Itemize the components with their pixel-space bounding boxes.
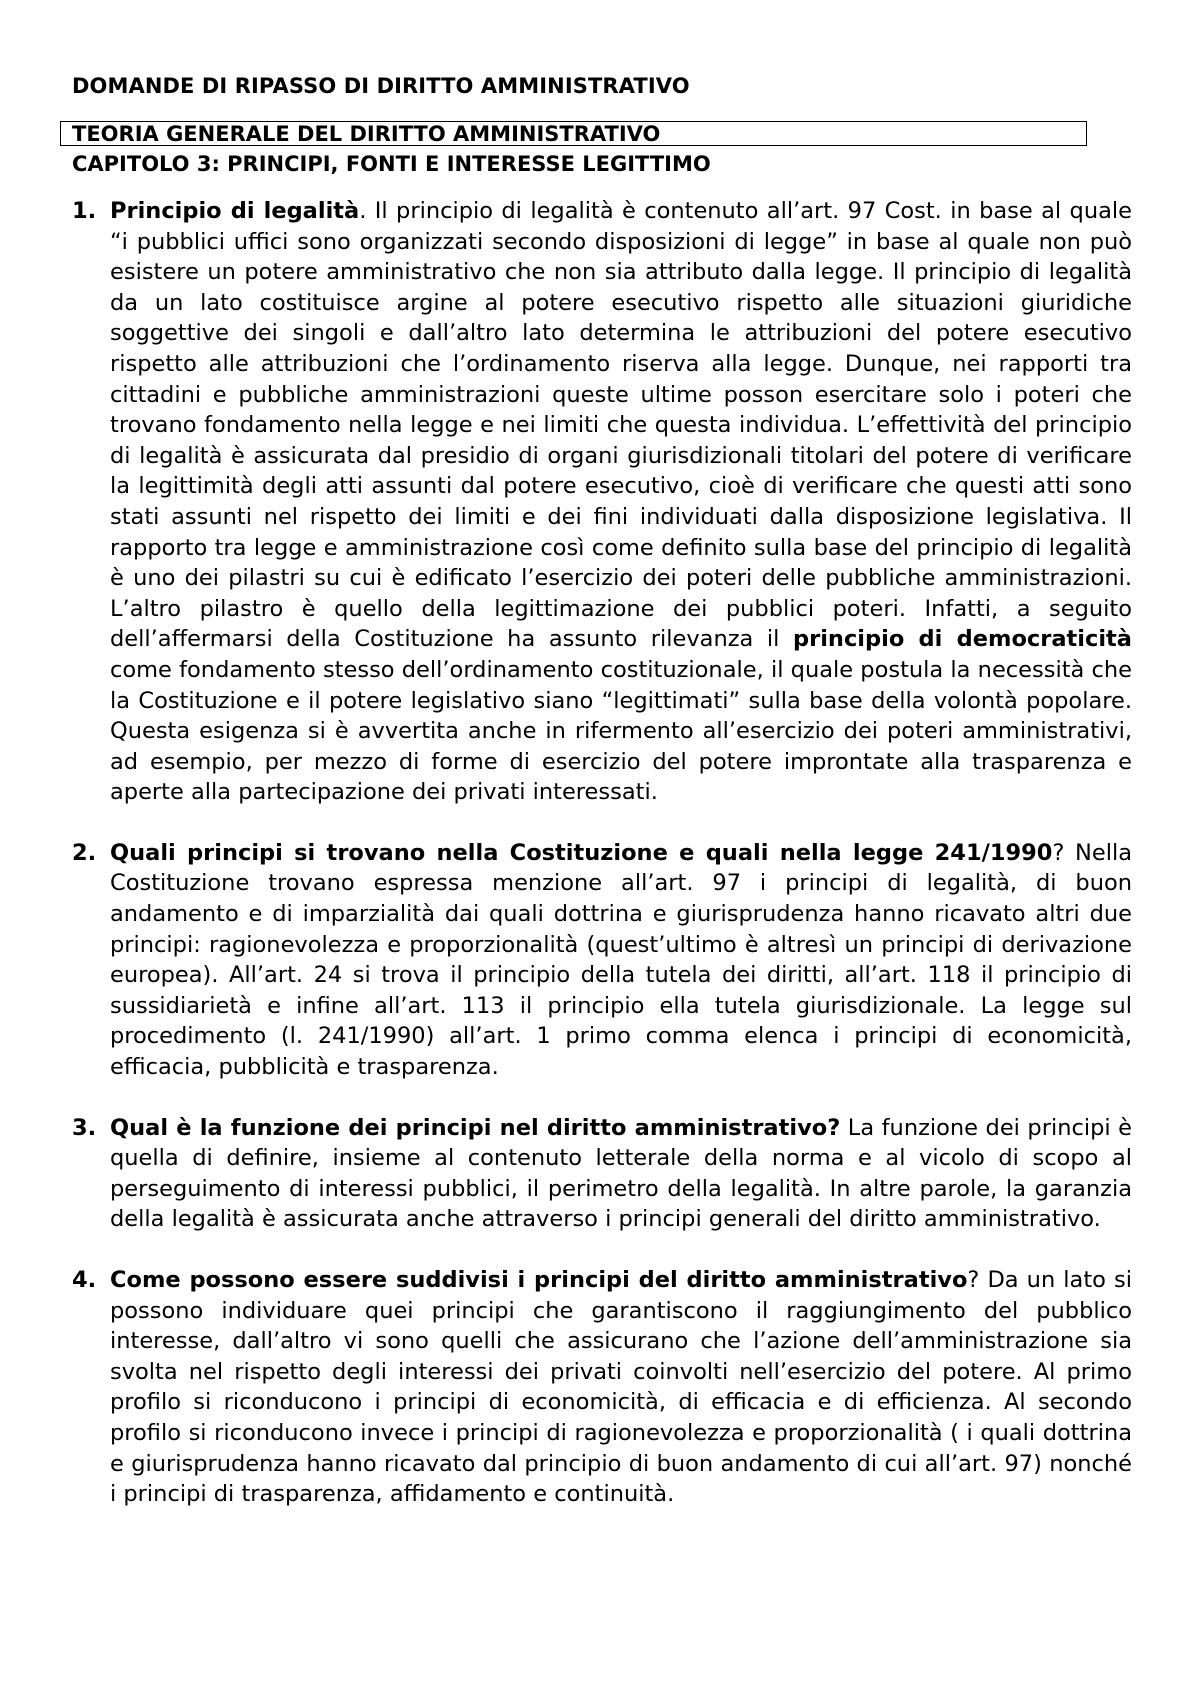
question-heading: Come possono essere suddivisi i principi del diritto amministrativo (110, 1267, 968, 1293)
chapter-title: CAPITOLO 3: PRINCIPI, FONTI E INTERESSE LEGITTIMO (72, 152, 711, 176)
question-body: La funzione dei principi è quella di definire, insieme al contenuto letterale della norma e al vicolo di scopo al perseguimento di interessi pubblici, il perimetro della legalità. In altre parole, la garanzia della legalità è assicurata anche attraverso i principi generali del diritto amministrativo. (110, 1114, 1132, 1233)
question-item-2 (72, 838, 1132, 1083)
question-number: 1. (72, 198, 97, 224)
question-number: 4. (72, 1267, 97, 1293)
question-number: 2. (72, 839, 97, 866)
question-list (72, 196, 1132, 1540)
question-body: ? Nella Costituzione trovano espressa menzione all’art. 97 i principi di legalità, di buon andamento e di imparzialità dai quali dottrina e giurisprudenza hanno ricavato altri due principi: ragionevolezza e proporzionalità (quest’ultimo è altresì un principi di derivazione europea). All’art. 24 si trova il principio della tutela dei diritti, all’art. 118 il principio di sussidiarietà e infine all’art. 113 il principio ella tutela giurisdizionale. La legge sul procedimento (l. 241/1990) all’art. 1 primo comma elenca i principi di economicità, efficacia, pubblicità e trasparenza. (110, 839, 1132, 1081)
question-body: ? Da un lato si possono individuare quei principi che garantiscono il raggiungimento del pubblico interesse, dall’altro vi sono quelli che assicurano che l’azione dell’amministrazione sia svolta nel rispetto degli interessi dei privati coinvolti nell’esercizio del potere. Al primo profilo si riconducono i principi di economicità, di efficacia e di efficienza. Al secondo profilo si riconducono invece i principi di ragionevolezza e proporzionalità ( i quali dottrina e giurisprudenza hanno ricavato dal principio di buon andamento di cui all’art. 97) nonché i principi di trasparenza, affidamento e continuità. (110, 1267, 1132, 1508)
question-item-1 (72, 196, 1132, 808)
question-heading: Qual è la funzione dei principi nel diritto amministrativo? (110, 1114, 841, 1141)
question-heading: Quali principi si trovano nella Costituzione e quali nella legge 241/1990 (110, 839, 1053, 866)
section-title: TEORIA GENERALE DEL DIRITTO AMMINISTRATIVO (72, 122, 661, 146)
question-body: . Il principio di legalità è contenuto all’art. 97 Cost. in base al quale “i pubblici uffici sono organizzati secondo disposizioni di legge” in base al quale non può esistere un potere amministrativo che non sia attributo dalla legge. Il principio di legalità da un lato costituisce argine al potere esecutivo rispetto alle situazioni giuridiche soggettive dei singoli e dall’altro lato determina le attribuzioni del potere esecutivo rispetto alle attribuzioni che l’ordinamento riserva alla legge. Dunque, nei rapporti tra cittadini e pubbliche amministrazioni queste ultime posson esercitare solo i poteri che trovano fondamento nella legge e nei limiti che questa individua. L’effettività del principio di legalità è assicurata dal presidio di organi giurisdizionali titolari del potere di verificare la legittimità degli atti assunti dal potere esecutivo, cioè di verificare che questi atti sono stati assunti nel rispetto dei limiti e dei fini individuati dalla disposizione legislativa. Il rapporto tra legge e amministrazione così come definito sulla base del principio di legalità è uno dei pilastri su cui è edificato l’esercizio dei poteri delle pubbliche amministrazioni. L’altro pilastro è quello della legittimazione dei pubblici poteri. Infatti, a seguito dell’affermarsi della Costituzione ha assunto rilevanza il (110, 198, 1132, 653)
question-body-end: come fondamento stesso dell’ordinamento costituzionale, il quale postula la necessità che la Costituzione e il potere legislativo siano “legittimati” sulla base della volontà popolare. Questa esigenza si è avvertita anche in rifermento all’esercizio dei poteri amministrativi, ad esempio, per mezzo di forme di esercizio del potere improntate alla trasparenza e aperte alla partecipazione dei privati interessati. (110, 656, 1132, 806)
question-item-3 (72, 1113, 1132, 1235)
document-title: DOMANDE DI RIPASSO DI DIRITTO AMMINISTRATIVO (72, 74, 690, 98)
question-heading: Principio di legalità (110, 198, 360, 224)
question-number: 3. (72, 1114, 97, 1141)
question-emphasis: principio di democraticità (793, 626, 1132, 653)
question-item-4 (72, 1265, 1132, 1510)
